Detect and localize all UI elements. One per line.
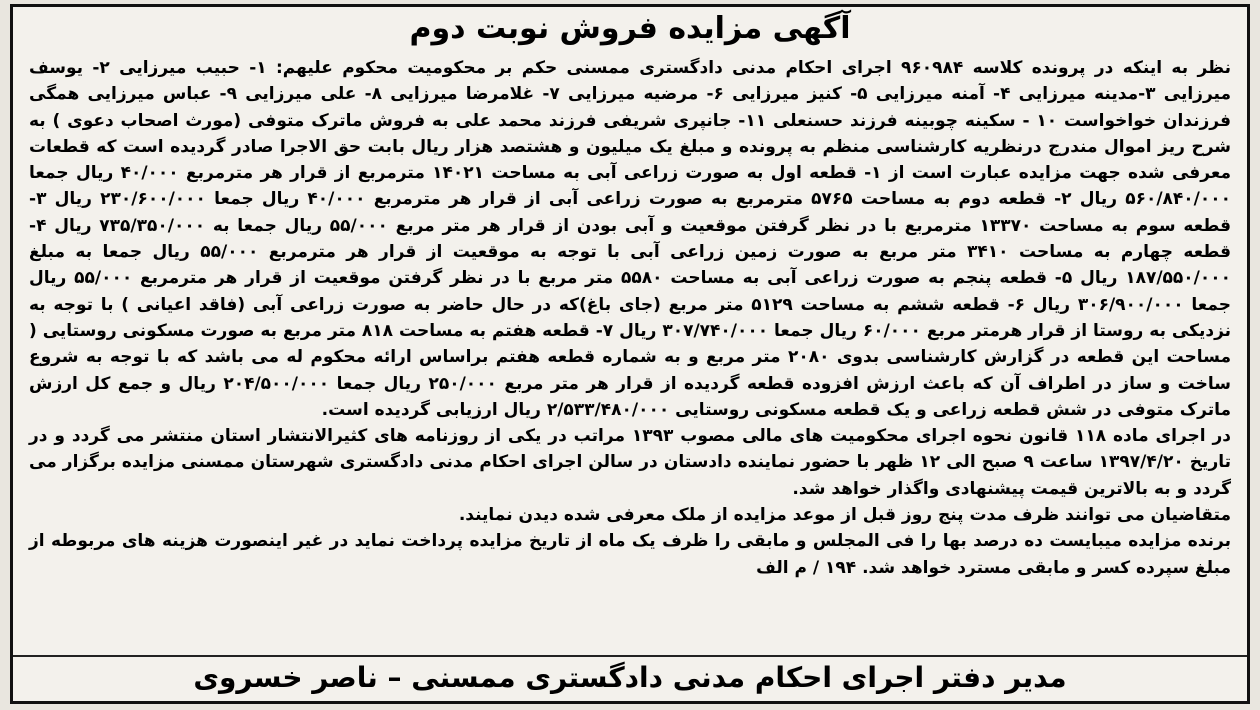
notice-frame — [10, 4, 1250, 704]
notice-paragraph-payment — [29, 528, 1231, 581]
notice-paragraph-main: نظر به اینکه در پرونده کلاسه ۹۶۰۹۸۴ اجرای احکام مدنی دادگستری ممسنی حکم بر محکومیت محکوم علیهم: ۱- حبیب میرزایی ۲- یوسف میرزایی ۳-مدینه میرزایی ۴- آمنه میرزایی ۵- کنیز میرزایی ۶- مرضیه میرزایی ۷- غلامرضا میرزایی ۸- علی میرزایی ۹- عباس میرزایی همگی فرزندان خواخواست ۱۰ - سکینه چوبینه فرزند حسنعلی ۱۱- جانپری شریفی فرزند محمد علی به فروش ماترک متوفی (مورث اصحاب دعوی ) به شرح ریز اموال مندرج درنظریه کارشناسی منظم به پرونده و مبلغ یک میلیون و هشتصد هزار ریال بابت حق الاجرا صادر گردیده است که قطعات معرفی شده جهت مزایده عبارت است از ۱- قطعه اول به صورت زراعی آبی به مساحت ۱۴۰۲۱ مترمربع از قرار هر مترمربع ۴۰/۰۰۰ ریال جمعا ۵۶۰/۸۴۰/۰۰۰ ریال ۲- قطعه دوم به مساحت ۵۷۶۵ مترمربع به صورت زراعی آبی از قرار هر مترمربع ۴۰/۰۰۰ ریال جمعا ۲۳۰/۶۰۰/۰۰۰ ریال ۳- قطعه سوم به مساحت ۱۳۳۷۰ مترمربع با در نظر گرفتن موقعیت و آبی بودن از قرار هر متر مربع ۵۵/۰۰۰ ریال جمعا به ۷۳۵/۳۵۰/۰۰۰ ریال ۴- قطعه چهارم به مساحت ۳۴۱۰ متر مربع به صورت زمین زراعی آبی با توجه به موقعیت از قرار هر مترمربع ۵۵/۰۰۰ ریال جمعا به مبلغ ۱۸۷/۵۵۰/۰۰۰ ریال ۵- قطعه پنجم به صورت زراعی آبی به مساحت ۵۵۸۰ متر مربع با در نظر گرفتن موقعیت از قرار هر مترمربع ۵۵/۰۰۰ ریال جمعا ۳۰۶/۹۰۰/۰۰۰ ریال ۶- قطعه ششم به مساحت ۵۱۲۹ متر مربع (جای باغ)که در حال حاضر به صورت زراعی آبی (فاقد اعیانی ) با توجه به نزدیکی به روستا از قرار هرمتر مربع ۶۰/۰۰۰ ریال جمعا ۳۰۷/۷۴۰/۰۰۰ ریال ۷- قطعه هفتم به مساحت ۸۱۸ متر مربع به صورت مسکونی روستایی ( مساحت این قطعه در گزارش کارشناسی بدوی ۲۰۸۰ متر مربع و به شماره قطعه هفتم براساس ارائه محکوم له می باشد که با توجه به شروع ساخت و ساز در اطراف آن که باعث ارزش افزوده قطعه گردیده از قرار هر متر مربع ۲۵۰/۰۰۰ ریال جمعا ۲۰۴/۵۰۰/۰۰۰ ریال و جمع کل ارزش ماترک متوفی در شش قطعه زراعی و یک قطعه مسکونی روستایی ۲/۵۳۳/۴۸۰/۰۰۰ ریال ارزیابی گردیده است. — [29, 58, 1232, 420]
notice-body — [29, 55, 1231, 581]
footer-divider — [13, 655, 1247, 657]
notice-signature: مدیر دفتر اجرای احکام مدنی دادگستری ممسنی – ناصر خسروی — [193, 661, 1067, 694]
notice-paragraph-auction-date: در اجرای ماده ۱۱۸ قانون نحوه اجرای محکومیت های مالی مصوب ۱۳۹۳ مراتب در یکی از روزنامه های کثیرالانتشار استان منتشر می گردد و در تاریخ ۱۳۹۷/۴/۲۰ ساعت ۹ صبح الی ۱۲ ظهر با حضور نماینده دادستان در سالن اجرای احکام مدنی دادگستری شهرستان ممسنی مزایده برگزار می گردد و به بالاترین قیمت پیشنهادی واگذار خواهد شد. — [29, 426, 1232, 499]
notice-paragraph-visit: متقاضیان می توانند ظرف مدت پنج روز قبل از موعد مزایده از ملک معرفی شده دیدن نمایند. — [458, 505, 1231, 526]
notice-code: ۱۹۴ / م الف — [756, 557, 857, 578]
notice-paragraph-payment-text: برنده مزایده میبایست ده درصد بها را فی المجلس و مابقی را ظرف یک ماه از تاریخ مزایده پرداخت نماید در غیر اینصورت هزینه های مربوطه از مبلغ سپرده کسر و مابقی مسترد خواهد شد. — [29, 531, 1231, 578]
notice-title: آگهی مزایده فروش نوبت دوم — [409, 11, 851, 46]
